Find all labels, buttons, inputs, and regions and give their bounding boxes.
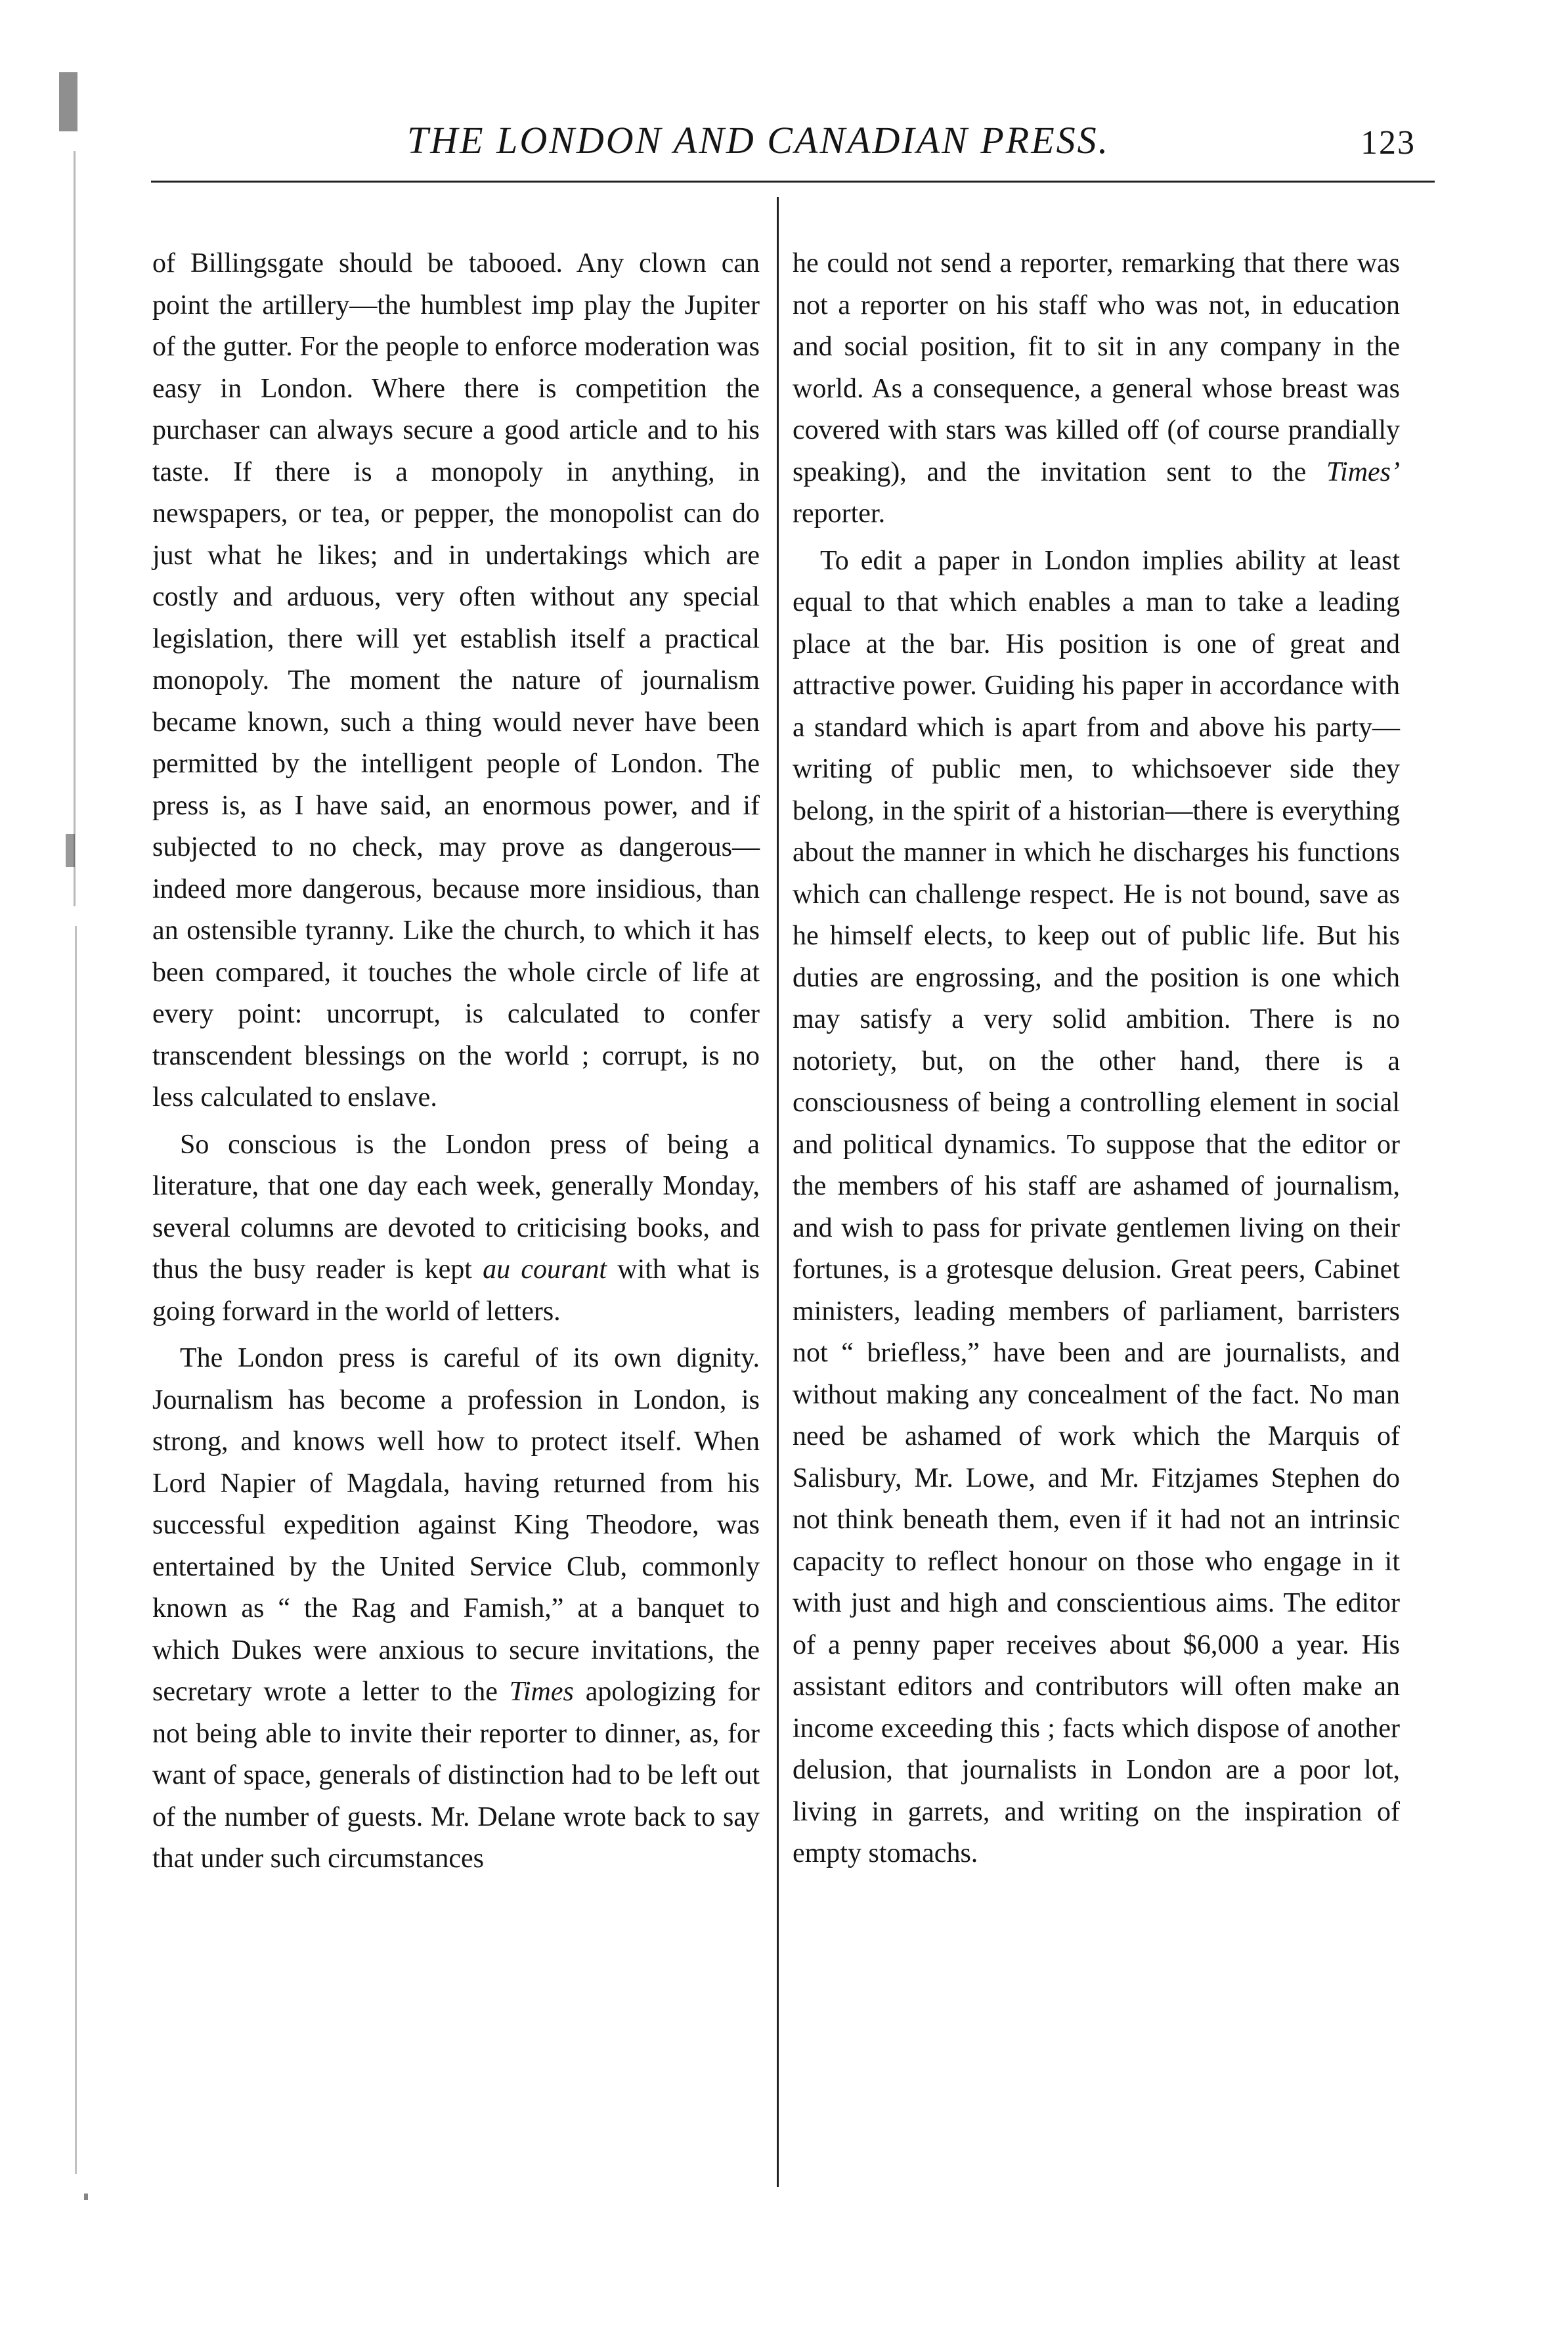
- left-p3-text-end: apologizing for not being able to invite their reporter to dinner, as, for want of space, generals of distinction had to be left out of the number of guests. Mr. Delane wrote back to say that under such circumstances: [152, 1677, 760, 1874]
- left-paragraph-1: of Billingsgate should be tabooed. Any clown can point the artillery—the humblest imp play the Jupiter of the gutter. For the people to enforce moderation was easy in London. Where there is competition the purchaser can always secure a good article and to his taste. If there is a monopoly in anything, in newspapers, or tea, or pepper, the monopolist can do just what he likes; and in undertakings which are costly and arduous, very often without any special legislation, there will yet establish itself a practical monopoly. The moment the nature of journalism became known, such a thing would never have been permitted by the intelligent people of London. The press is, as I have said, an enormous power, and if subjected to no check, may prove as dangerous—indeed more dangerous, because more insidious, than an ostensible tyranny. Like the church, to which it has been compared, it touches the whole circle of life at every point: uncorrupt, is calculated to confer transcendent blessings on the world ; corrupt, is no less calculated to enslave.: [152, 248, 760, 1113]
- right-p1-italic: Times’: [1326, 456, 1400, 487]
- header-rule: [151, 181, 1435, 183]
- right-paragraph-2: To edit a paper in London implies ability at least equal to that which enables a man to take a leading place at the bar. His position is one of great and attractive power. Guiding his paper in accordance with a standard which is apart from and above his party—writing of public men, to whichsoever side they belong, in the spirit of a historian—there is everything about the manner in which he discharges his functions which can challenge respect. He is not bound, save as he himself elects, to keep out of public life. But his duties are engrossing, and the position is one which may satisfy a very solid ambition. There is no notoriety, but, on the other hand, there is a consciousness of being a controlling element in social and political dynamics. To suppose that the editor or the members of his staff are ashamed of journalism, and wish to pass for private gentlemen living on their fortunes, is a grotesque delusion. Great peers, Cabinet ministers, leading members of parliament, barristers not “ briefless,” have been and are journalists, and without making any concealment of the fact. No man need be ashamed of work which the Marquis of Salisbury, Mr. Lowe, and Mr. Fitzjames Stephen do not think beneath them, even if it had not an intrinsic capacity to reflect honour on those who engage in it with just and high and conscientious aims. The editor of a penny paper receives about $6,000 a year. His assistant editors and contributors will often make an income exceeding this ; facts which dispose of another delusion, that journalists in London are a poor lot, living in garrets, and writing on the inspiration of empty stomachs.: [793, 545, 1400, 1868]
- right-column: [793, 243, 1400, 1875]
- left-p2-text-start: So conscious is the London press of being a literature, that one day each week, generally Monday, several columns are devoted to criticising books, and thus the busy reader is kept: [152, 1129, 760, 1285]
- page-number: 123: [1361, 124, 1416, 162]
- column-divider: [777, 197, 779, 2187]
- left-column: [152, 243, 760, 1880]
- scan-margin-specks: [46, 72, 92, 2239]
- left-paragraph-2: [152, 1124, 760, 1333]
- right-p1-text-start: he could not send a reporter, remarking that there was not a reporter on his staff who was not, in education and social position, fit to sit in any company in the world. As a consequence, a general whose breast was covered with stars was killed off (of course prandially speaking), and the invitation sent to the: [793, 248, 1400, 487]
- left-p2-italic: au courant: [483, 1254, 607, 1285]
- running-header: [0, 118, 1568, 171]
- right-paragraph-1: [793, 243, 1400, 535]
- right-p1-text-end: reporter.: [793, 498, 886, 529]
- running-title: THE LONDON AND CANADIAN PRESS.: [407, 119, 1110, 162]
- left-p3-italic: Times: [509, 1677, 574, 1707]
- left-paragraph-3: [152, 1338, 760, 1880]
- left-p2-text-end: with what is going forward in the world of letters.: [152, 1254, 760, 1327]
- left-p3-text-start: The London press is careful of its own dignity. Journalism has become a profession in London, is strong, and knows well how to protect itself. When Lord Napier of Magdala, having returned from his successful expedition against King Theodore, was entertained by the United Service Club, commonly known as “ the Rag and Famish,” at a banquet to which Dukes were anxious to secure invitations, the secretary wrote a letter to the: [152, 1343, 760, 1707]
